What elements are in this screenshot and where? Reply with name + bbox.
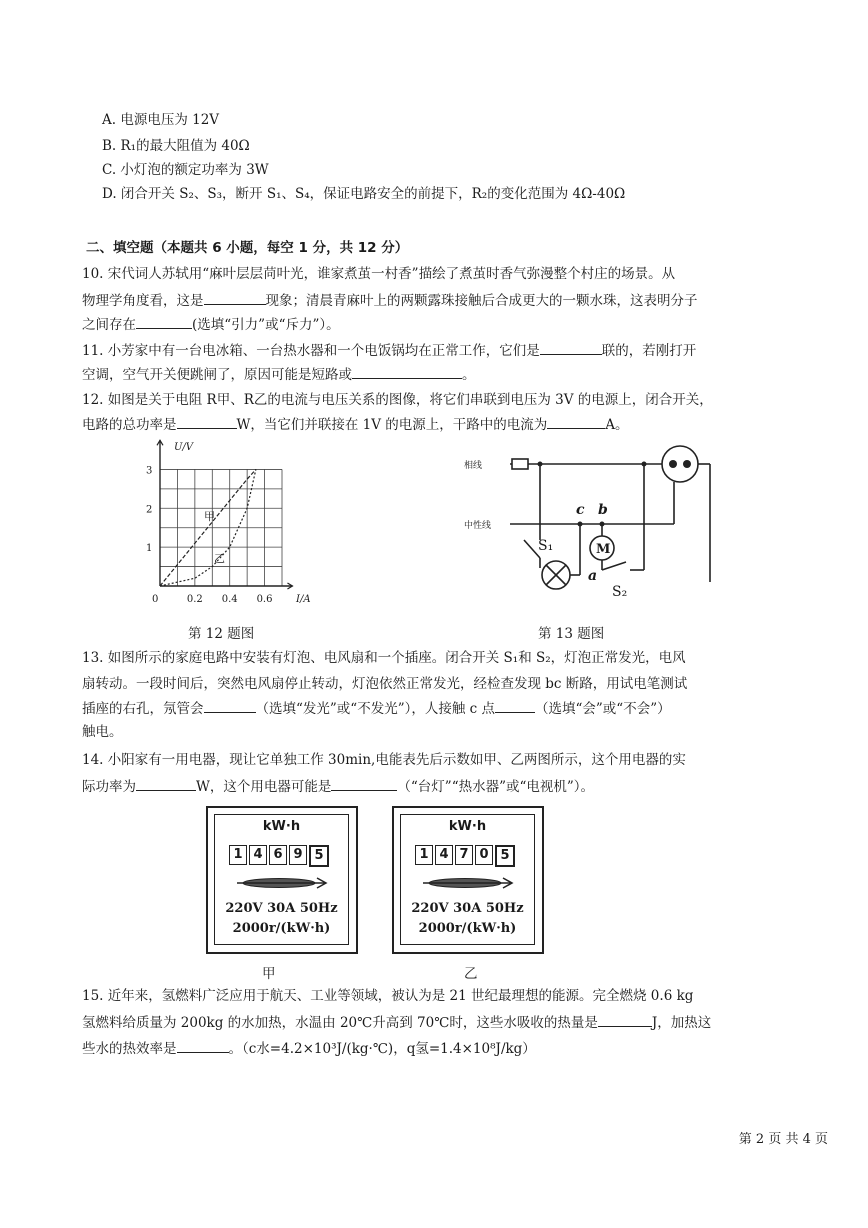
q15-text-b: J，加热这 xyxy=(651,1015,712,1031)
q13-line2: 扇转动。一段时间后，突然电风扇停止转动，灯泡依然正常发光，经检查发现 bc 断路，用试电笔测试 xyxy=(82,676,688,692)
q15-blank-2[interactable] xyxy=(177,1038,229,1053)
q12-text-b: W，当它们并联接在 1V 的电源上，干路中的电流为 xyxy=(236,417,548,433)
q12-line1: 12. 如图是关于电阻 R甲、R乙的电流与电压关系的图像，将它们串联到电压为 3V 的电源上，闭合开关， xyxy=(82,392,713,408)
q10-blank-2[interactable] xyxy=(136,314,192,329)
meter-yi-disc-icon xyxy=(423,875,515,891)
option-a: A. 电源电压为 12V xyxy=(102,112,220,128)
q14-line1: 14. 小阳家有一用电器，现让它单独工作 30min,电能表先后示数如甲、乙两图所示，这个用电器的实 xyxy=(82,752,686,768)
meter-jia-spec1: 220V 30A 50Hz xyxy=(225,901,338,916)
q10-text-b: 现象；清晨青麻叶上的两颗露珠接触后合成更大的一颗水珠，这表明分子 xyxy=(265,293,698,309)
fig12-label-yi: 乙 xyxy=(214,552,225,565)
switch-s2-icon xyxy=(602,562,626,570)
q11-line1 xyxy=(82,340,696,361)
q14-line2 xyxy=(82,776,594,797)
meter-yi-digit: 0 xyxy=(475,845,493,865)
q14-text-b: W，这个用电器可能是 xyxy=(196,779,332,795)
fig13-point-c: c xyxy=(576,502,585,518)
meter-jia-digit: 5 xyxy=(309,845,329,867)
meter-yi-label: 乙 xyxy=(464,966,478,982)
fig13-point-a: a xyxy=(588,568,598,584)
x-tick-label: 0.6 xyxy=(256,594,273,605)
x-tick-label: 0.2 xyxy=(186,594,203,605)
meter-jia-frame xyxy=(214,814,349,945)
fig12-ticks xyxy=(146,465,272,605)
q12-text-c: A。 xyxy=(605,417,629,433)
q13-text-c: （选填“会”或“不会”） xyxy=(535,701,671,717)
x-tick-label: 0 xyxy=(152,594,159,605)
fig12-grid xyxy=(160,469,282,586)
socket-icon xyxy=(662,446,698,482)
fig13-s1-label: S₁ xyxy=(538,538,554,554)
q11-text-c: 空调，空气开关便跳闸了，原因可能是短路或 xyxy=(82,367,352,383)
q13-blank-2[interactable] xyxy=(495,698,535,713)
option-b: B. R₁的最大阻值为 40Ω xyxy=(102,138,250,154)
meter-yi-digits xyxy=(415,845,517,867)
meter-yi-spec2: 2000r/(kW·h) xyxy=(418,921,517,936)
meter-yi-frame xyxy=(400,814,535,945)
q13-text-a: 插座的右孔，氖管会 xyxy=(82,701,204,717)
fig12-label-jia: 甲 xyxy=(204,510,215,523)
q13-line1: 13. 如图所示的家庭电路中安装有灯泡、电风扇和一个插座。闭合开关 S₁和 S₂，灯泡正常发光，电风 xyxy=(82,650,686,666)
fig12-xlabel: I/A xyxy=(296,594,311,605)
meter-yi-digit: 4 xyxy=(435,845,453,865)
fig12-caption: 第 12 题图 xyxy=(188,626,255,642)
fig13-motor-label: M xyxy=(596,542,611,557)
fig13-neutral-label: 中性线 xyxy=(464,521,492,531)
q10-line2 xyxy=(82,290,698,311)
option-d: D. 闭合开关 S₂、S₃，断开 S₁、S₄，保证电路安全的前提下，R₂的变化范围为 4Ω-40Ω xyxy=(102,186,626,202)
q15-line1: 15. 近年来，氢燃料广泛应用于航天、工业等领域，被认为是 21 世纪最理想的能源。完全燃烧 0.6 kg xyxy=(82,988,694,1004)
q15-text-d: 。（c水=4.2×10³J/(kg·℃)，q氢=1.4×10⁸J/kg） xyxy=(228,1041,536,1057)
q11-line2 xyxy=(82,364,476,385)
q12-blank-1[interactable] xyxy=(177,414,237,429)
q10-line1: 10. 宋代词人苏轼用“麻叶层层苘叶光，谁家煮茧一村香”描绘了煮茧时香气弥漫整个村庄的场景。从 xyxy=(82,266,676,282)
q14-blank-2[interactable] xyxy=(331,776,397,791)
meter-yi-digit: 1 xyxy=(415,845,433,865)
y-tick-label: 2 xyxy=(146,504,153,516)
q13-blank-1[interactable] xyxy=(204,698,256,713)
q12-text-a: 电路的总功率是 xyxy=(82,417,177,433)
q11-text-d: 。 xyxy=(462,367,476,383)
meter-jia-digit: 1 xyxy=(229,845,247,865)
fig13-live-label: 相线 xyxy=(464,461,483,471)
meter-jia-label: 甲 xyxy=(262,966,276,982)
q15-text-a: 氢燃料给质量为 200kg 的水加热，水温由 20℃升高到 70℃时，这些水吸收的热量是 xyxy=(82,1015,598,1031)
meter-yi-digit: 5 xyxy=(495,845,515,867)
meter-jia xyxy=(206,806,358,954)
meter-jia-digit: 6 xyxy=(269,845,287,865)
meter-jia-digit: 4 xyxy=(249,845,267,865)
fig13-circuit xyxy=(462,440,722,608)
fig13-caption: 第 13 题图 xyxy=(538,626,605,642)
q11-text-b: 联的，若刚打开 xyxy=(601,343,697,359)
q15-blank-1[interactable] xyxy=(598,1012,652,1027)
x-tick-label: 0.4 xyxy=(221,594,238,605)
meter-jia-digits xyxy=(229,845,331,867)
fuse-icon xyxy=(512,459,528,469)
q11-blank-1[interactable] xyxy=(540,340,602,355)
fig12-ylabel: U/V xyxy=(174,442,194,453)
y-tick-label: 1 xyxy=(146,543,153,555)
meter-jia-unit: kW·h xyxy=(262,819,301,834)
q15-text-c: 些水的热效率是 xyxy=(82,1041,177,1057)
page-number: 第 2 页 共 4 页 xyxy=(738,1132,828,1147)
option-c: C. 小灯泡的额定功率为 3W xyxy=(102,162,269,178)
q10-text-c: 之间存在 xyxy=(82,317,136,333)
fig13-s2-label: S₂ xyxy=(612,584,628,600)
meter-yi-unit: kW·h xyxy=(448,819,487,834)
y-tick-label: 3 xyxy=(146,465,153,477)
q13-text-b: （选填“发光”或“不发光”），人接触 c 点 xyxy=(255,701,495,717)
fig13-point-b: b xyxy=(598,502,608,518)
q15-line3 xyxy=(82,1038,536,1059)
q13-line3 xyxy=(82,698,671,719)
q10-line3 xyxy=(82,314,340,335)
meter-yi xyxy=(392,806,544,954)
q14-text-c: （“台灯”“热水器”或“电视机”）。 xyxy=(397,779,595,795)
q10-blank-1[interactable] xyxy=(204,290,266,305)
q10-text-d: (选填“引力”或“斥力”）。 xyxy=(192,317,340,333)
q15-line2 xyxy=(82,1012,711,1033)
q14-blank-1[interactable] xyxy=(136,776,196,791)
meter-yi-spec1: 220V 30A 50Hz xyxy=(411,901,524,916)
q12-line2 xyxy=(82,414,629,435)
q13-line4: 触电。 xyxy=(82,724,123,740)
meter-yi-digit: 7 xyxy=(455,845,473,865)
meter-jia-disc-icon xyxy=(237,875,329,891)
meter-jia-spec2: 2000r/(kW·h) xyxy=(232,921,331,936)
fig12-chart xyxy=(138,438,328,610)
q11-blank-2[interactable] xyxy=(352,364,462,379)
meter-jia-digit: 9 xyxy=(289,845,307,865)
section-title: 二、填空题（本题共 6 小题，每空 1 分，共 12 分） xyxy=(86,240,409,256)
q10-text-a: 物理学角度看，这是 xyxy=(82,293,204,309)
q12-blank-2[interactable] xyxy=(547,414,605,429)
q11-text-a: 11. 小芳家中有一台电冰箱、一台热水器和一个电饭锅均在正常工作，它们是 xyxy=(82,343,540,359)
q14-text-a: 际功率为 xyxy=(82,779,136,795)
